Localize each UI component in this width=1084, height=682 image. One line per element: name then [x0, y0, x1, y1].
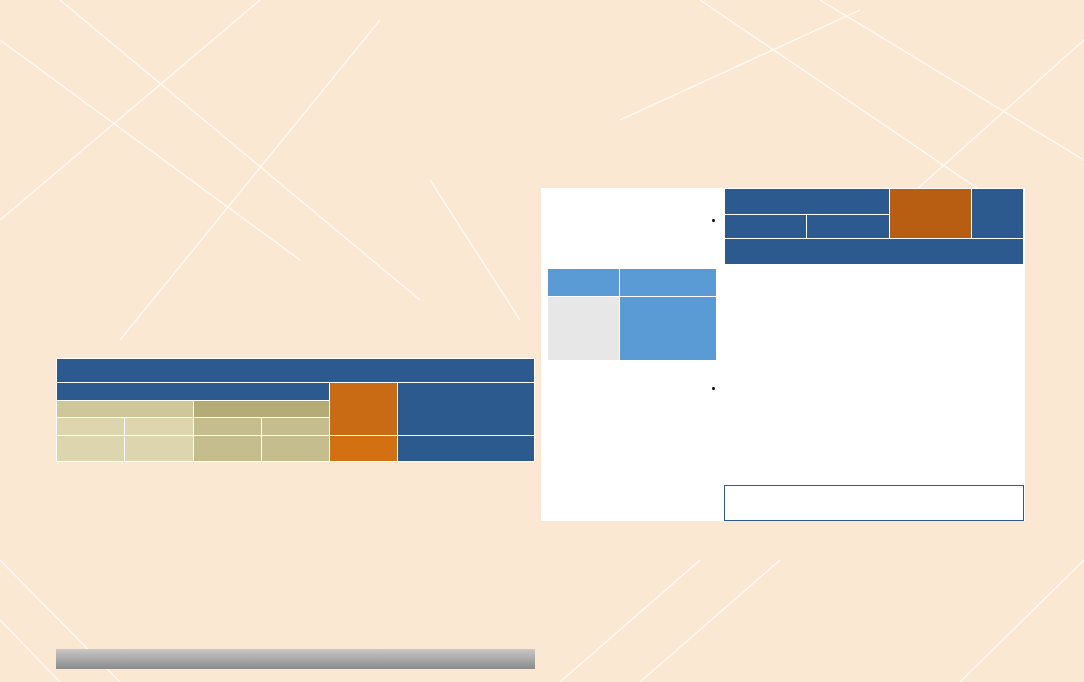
session-schedule-table — [724, 188, 1024, 265]
note-bullet-space — [547, 214, 717, 227]
b-remote-header — [57, 418, 125, 436]
col-rotation-header — [57, 383, 330, 401]
col-single-shift-header — [889, 189, 971, 239]
mini-cell-area — [620, 297, 717, 361]
col-second-period — [725, 215, 807, 239]
note-bullet-2 — [547, 382, 703, 395]
mini-cell-system — [548, 297, 620, 361]
col-weekly-header — [330, 383, 398, 436]
note-bullet-1 — [547, 214, 703, 227]
a-school-header — [261, 418, 329, 436]
break-row — [725, 239, 1024, 265]
total-a-school — [261, 435, 329, 461]
total-label — [398, 435, 535, 461]
total-b-school — [125, 435, 193, 461]
note-bullet-stage — [547, 382, 717, 395]
mini-header-area — [620, 269, 717, 297]
col-session-header — [972, 189, 1024, 239]
group-b-header — [57, 400, 194, 418]
col-subject-header — [398, 383, 535, 436]
attendance-mini-table — [547, 268, 717, 361]
col-double-shift-header — [725, 189, 890, 215]
total-b-remote — [57, 435, 125, 461]
schedule-panel — [541, 188, 1025, 521]
distribution-note — [56, 649, 535, 669]
total-weekly — [330, 435, 398, 461]
total-a-remote — [193, 435, 261, 461]
schedule-note — [724, 485, 1024, 521]
a-remote-header — [193, 418, 261, 436]
distribution-table — [56, 358, 535, 462]
distribution-title — [57, 359, 535, 383]
mini-header-system — [548, 269, 620, 297]
group-a-header — [193, 400, 330, 418]
col-first-period — [807, 215, 889, 239]
b-school-header — [125, 418, 193, 436]
